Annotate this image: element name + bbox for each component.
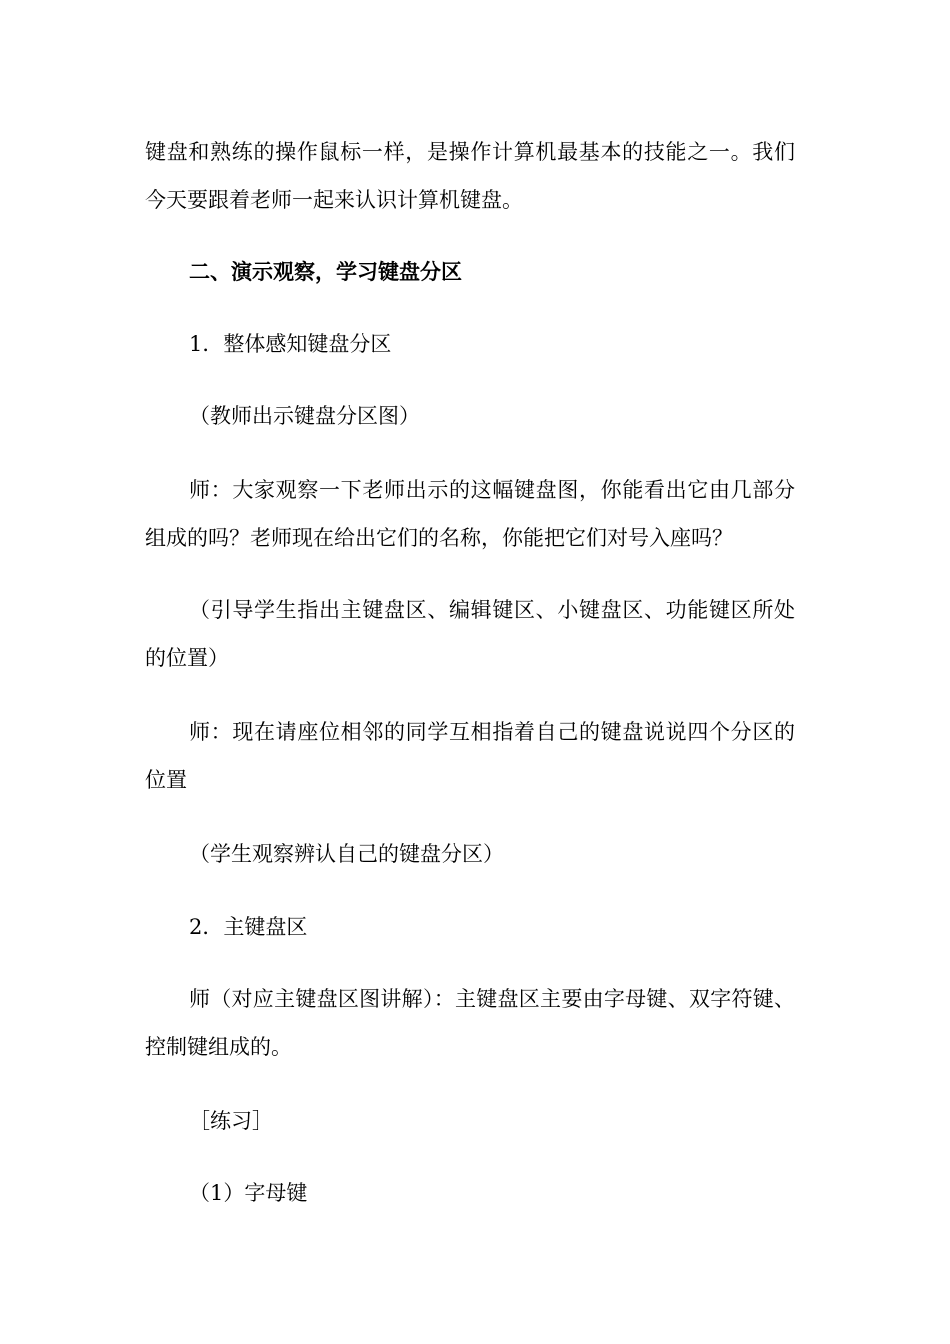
paragraph-teacher-instruction: 师：现在请座位相邻的同学互相指着自己的键盘说说四个分区的位置 <box>145 720 795 792</box>
paragraph-student-observe: （学生观察辨认自己的键盘分区） <box>189 842 504 866</box>
paragraph-guide-students: （引导学生指出主键盘区、编辑键区、小键盘区、功能键区所处的位置） <box>145 598 795 670</box>
paragraph-teacher-shows: （教师出示键盘分区图） <box>189 404 420 428</box>
subsection-heading-1: 1．整体感知键盘分区 <box>189 332 392 356</box>
paragraph-practice-label: ［练习］ <box>189 1109 273 1133</box>
paragraph-main-keyboard: 师（对应主键盘区图讲解）：主键盘区主要由字母键、双字符键、控制键组成的。 <box>145 987 795 1059</box>
paragraph-intro-continuation: 键盘和熟练的操作鼠标一样，是操作计算机最基本的技能之一。我们今天要跟着老师一起来认识计算机键盘。 <box>145 140 795 212</box>
section-heading: 二、演示观察，学习键盘分区 <box>189 259 462 284</box>
subsection-heading-2: 2．主键盘区 <box>189 915 308 939</box>
paragraph-letter-keys: （1）字母键 <box>189 1181 308 1205</box>
paragraph-teacher-question: 师：大家观察一下老师出示的这幅键盘图，你能看出它由几部分组成的吗？老师现在给出它们的名称，你能把它们对号入座吗？ <box>145 478 795 550</box>
